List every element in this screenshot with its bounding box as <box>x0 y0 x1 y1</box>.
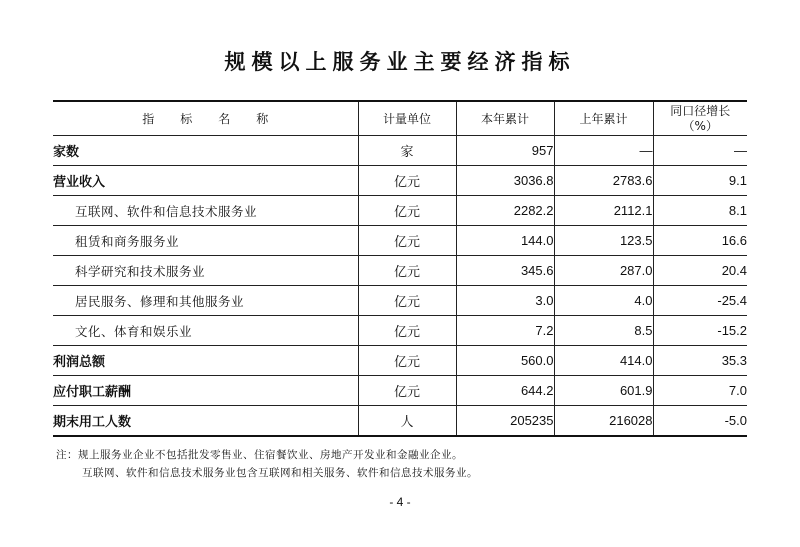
row-current: 957 <box>456 136 554 166</box>
row-unit: 亿元 <box>358 286 456 316</box>
row-name: 租赁和商务服务业 <box>53 226 358 256</box>
table-footnote-continued: 互联网、软件和信息技术服务业包含互联网和相关服务、软件和信息技术服务业。 <box>82 467 478 479</box>
row-current: 345.6 <box>456 256 554 286</box>
row-name: 互联网、软件和信息技术服务业 <box>53 196 358 226</box>
row-current: 205235 <box>456 406 554 437</box>
row-unit: 亿元 <box>358 196 456 226</box>
row-unit: 亿元 <box>358 226 456 256</box>
header-growth-unit: （%） <box>682 118 718 133</box>
row-growth: 8.1 <box>653 196 747 226</box>
row-unit: 亿元 <box>358 346 456 376</box>
row-previous: 414.0 <box>554 346 653 376</box>
table-row <box>53 406 747 437</box>
row-previous: — <box>554 136 653 166</box>
header-current-year: 本年累计 <box>456 101 554 136</box>
table-row <box>53 286 747 316</box>
table-row <box>53 376 747 406</box>
row-growth: 9.1 <box>653 166 747 196</box>
header-previous-year: 上年累计 <box>554 101 653 136</box>
row-growth: 16.6 <box>653 226 747 256</box>
table-row <box>53 196 747 226</box>
row-name: 期末用工人数 <box>53 406 358 437</box>
row-name: 家数 <box>53 136 358 166</box>
row-current: 7.2 <box>456 316 554 346</box>
header-indicator-name: 指标名称 <box>53 101 358 136</box>
row-unit: 人 <box>358 406 456 437</box>
page-title: 规模以上服务业主要经济指标 <box>224 50 576 74</box>
row-unit: 亿元 <box>358 376 456 406</box>
table-row <box>53 256 747 286</box>
row-previous: 287.0 <box>554 256 653 286</box>
indicators-table <box>53 100 747 437</box>
row-unit: 家 <box>358 136 456 166</box>
page-number: - 4 - <box>389 495 411 509</box>
row-previous: 216028 <box>554 406 653 437</box>
row-previous: 123.5 <box>554 226 653 256</box>
row-growth: 35.3 <box>653 346 747 376</box>
row-growth: -25.4 <box>653 286 747 316</box>
table-row <box>53 346 747 376</box>
row-unit: 亿元 <box>358 166 456 196</box>
row-growth: -15.2 <box>653 316 747 346</box>
table-row <box>53 136 747 166</box>
header-growth <box>653 101 747 136</box>
row-current: 644.2 <box>456 376 554 406</box>
row-previous: 2783.6 <box>554 166 653 196</box>
row-name: 居民服务、修理和其他服务业 <box>53 286 358 316</box>
table-header-row <box>53 101 747 136</box>
header-growth-label: 同口径增长 <box>670 103 731 118</box>
row-name: 应付职工薪酬 <box>53 376 358 406</box>
table-row <box>53 316 747 346</box>
row-name: 利润总额 <box>53 346 358 376</box>
row-current: 3036.8 <box>456 166 554 196</box>
row-previous: 2112.1 <box>554 196 653 226</box>
row-growth: -5.0 <box>653 406 747 437</box>
row-unit: 亿元 <box>358 316 456 346</box>
table-footnote: 注：规上服务业企业不包括批发零售业、住宿餐饮业、房地产开发业和金融业企业。 <box>56 449 463 461</box>
row-growth: 7.0 <box>653 376 747 406</box>
row-name: 科学研究和技术服务业 <box>53 256 358 286</box>
row-current: 560.0 <box>456 346 554 376</box>
row-current: 2282.2 <box>456 196 554 226</box>
row-current: 3.0 <box>456 286 554 316</box>
row-previous: 601.9 <box>554 376 653 406</box>
header-unit: 计量单位 <box>358 101 456 136</box>
row-growth: — <box>653 136 747 166</box>
row-unit: 亿元 <box>358 256 456 286</box>
row-growth: 20.4 <box>653 256 747 286</box>
table-row <box>53 226 747 256</box>
row-previous: 8.5 <box>554 316 653 346</box>
row-previous: 4.0 <box>554 286 653 316</box>
row-current: 144.0 <box>456 226 554 256</box>
table-row <box>53 166 747 196</box>
row-name: 文化、体育和娱乐业 <box>53 316 358 346</box>
row-name: 营业收入 <box>53 166 358 196</box>
